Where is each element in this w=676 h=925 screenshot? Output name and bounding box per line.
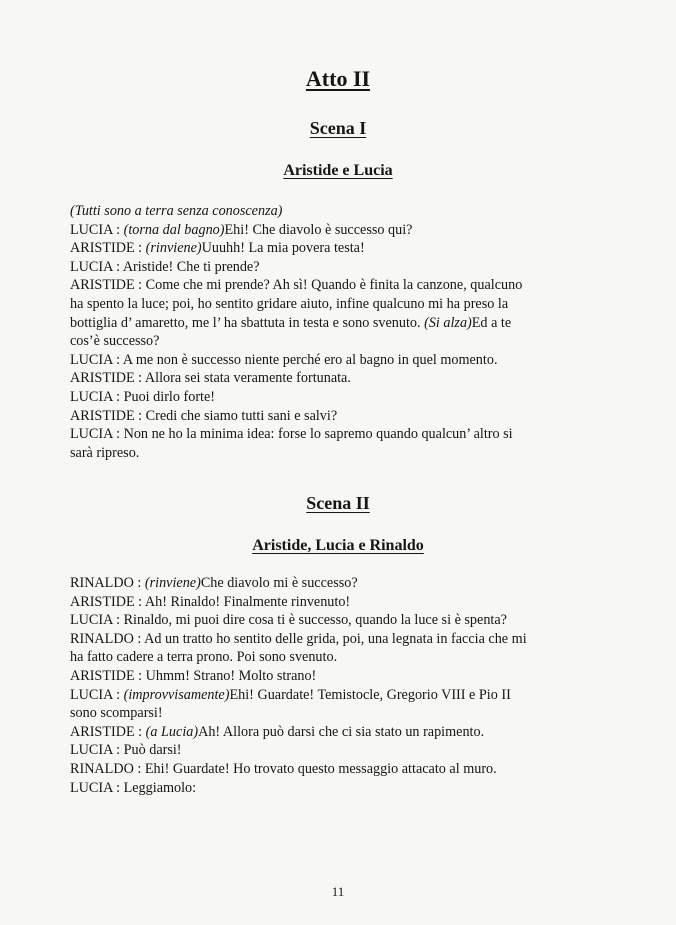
line-text: Che diavolo mi è successo? [200, 575, 358, 591]
dialogue-line [70, 202, 590, 221]
dialogue-line [70, 239, 590, 258]
line-text: sarà ripreso. [70, 444, 140, 461]
dialogue-line [70, 388, 590, 407]
dialogue-line [70, 611, 590, 630]
dialogue-line [70, 425, 590, 444]
dialogue-line [70, 667, 590, 686]
line-text: cos’è successo? [70, 333, 160, 350]
dialogue-line [70, 258, 590, 277]
dialogue-line [70, 741, 590, 760]
line-text: ARISTIDE : Allora sei stata veramente fortunata. [70, 370, 351, 387]
scene-1-characters: Aristide e Lucia [283, 162, 393, 179]
line-text: bottiglia d’ amaretto, me l’ ha sbattuta in testa e sono svenuto. [70, 314, 425, 331]
dialogue-line [70, 648, 590, 667]
dialogue-line [70, 779, 590, 798]
stage-direction: (torna dal bagno) [123, 221, 225, 238]
act-title: Atto II [305, 66, 371, 91]
line-text: ARISTIDE : [70, 240, 146, 257]
dialogue-line [70, 760, 590, 779]
line-text: LUCIA : Puoi dirlo forte! [70, 388, 216, 405]
line-text: LUCIA : [70, 686, 124, 703]
line-text: sono scomparsi! [70, 705, 163, 722]
line-text: LUCIA : Rinaldo, mi puoi dire cosa ti è successo, quando la luce si è spenta? [70, 612, 507, 629]
stage-direction: (a Lucia) [145, 723, 199, 740]
line-text: ha spento la luce; poi, ho sentito gridare aiuto, infine qualcuno mi ha preso la [70, 295, 509, 312]
dialogue-line [70, 369, 590, 388]
line-text: ha fatto cadere a terra prono. Poi sono svenuto. [70, 649, 338, 666]
line-text: LUCIA : Aristide! Che ti prende? [70, 258, 260, 275]
line-text: ARISTIDE : [70, 723, 146, 740]
line-text: Ehi! Guardate! Temistocle, Gregorio VIII e Pio II [229, 686, 511, 703]
scene-2-dialogue [70, 574, 590, 797]
dialogue-line [70, 276, 590, 295]
line-text: ARISTIDE : Ah! Rinaldo! Finalmente rinvenuto! [70, 593, 351, 610]
dialogue-line [70, 704, 590, 723]
stage-direction: (Si alza) [424, 314, 472, 331]
dialogue-line [70, 314, 590, 333]
line-text: Ed a te [471, 314, 512, 331]
line-text: LUCIA : A me non è successo niente perché ero al bagno in quel momento. [70, 351, 498, 368]
line-text: Uuuhh! La mia povera testa! [201, 240, 365, 257]
line-text: ARISTIDE : Uhmm! Strano! Molto strano! [70, 667, 317, 684]
scene-2-characters: Aristide, Lucia e Rinaldo [252, 537, 424, 554]
dialogue-line [70, 295, 590, 314]
scene-2-title: Scena II [306, 493, 370, 513]
scene-1-title: Scena I [309, 118, 367, 138]
dialogue-line [70, 351, 590, 370]
line-text: ARISTIDE : Come che mi prende? Ah sì! Quando è finita la canzone, qualcuno [70, 277, 523, 294]
line-text: LUCIA : Può darsi! [70, 742, 182, 759]
line-text: RINALDO : Ad un tratto ho sentito delle grida, poi, una legnata in faccia che mi [70, 630, 527, 647]
line-text: Ehi! Che diavolo è successo qui? [224, 221, 413, 238]
stage-direction: (Tutti sono a terra senza conoscenza) [70, 203, 283, 219]
dialogue-line [70, 686, 590, 705]
line-text: Ah! Allora può darsi che ci sia stato un rapimento. [198, 723, 485, 740]
dialogue-line [70, 593, 590, 612]
line-text: RINALDO : [70, 575, 145, 591]
dialogue-line [70, 444, 590, 463]
stage-direction: (rinviene) [144, 575, 201, 591]
line-text: LUCIA : Non ne ho la minima idea: forse lo sapremo quando qualcun’ altro si [70, 426, 513, 443]
line-text: LUCIA : [70, 221, 124, 238]
line-text: ARISTIDE : Credi che siamo tutti sani e salvi? [70, 407, 338, 424]
dialogue-line [70, 221, 590, 240]
dialogue-line [70, 332, 590, 351]
scene-1-dialogue [70, 202, 590, 462]
dialogue-line [70, 723, 590, 742]
dialogue-line [70, 407, 590, 426]
page-number: 11 [331, 884, 345, 899]
stage-direction: (improvvisamente) [123, 686, 230, 703]
stage-direction: (rinviene) [145, 240, 202, 257]
line-text: LUCIA : Leggiamolo: [70, 779, 197, 796]
line-text: RINALDO : Ehi! Guardate! Ho trovato questo messaggio attacato al muro. [70, 760, 497, 777]
dialogue-line [70, 574, 590, 593]
dialogue-line [70, 630, 590, 649]
